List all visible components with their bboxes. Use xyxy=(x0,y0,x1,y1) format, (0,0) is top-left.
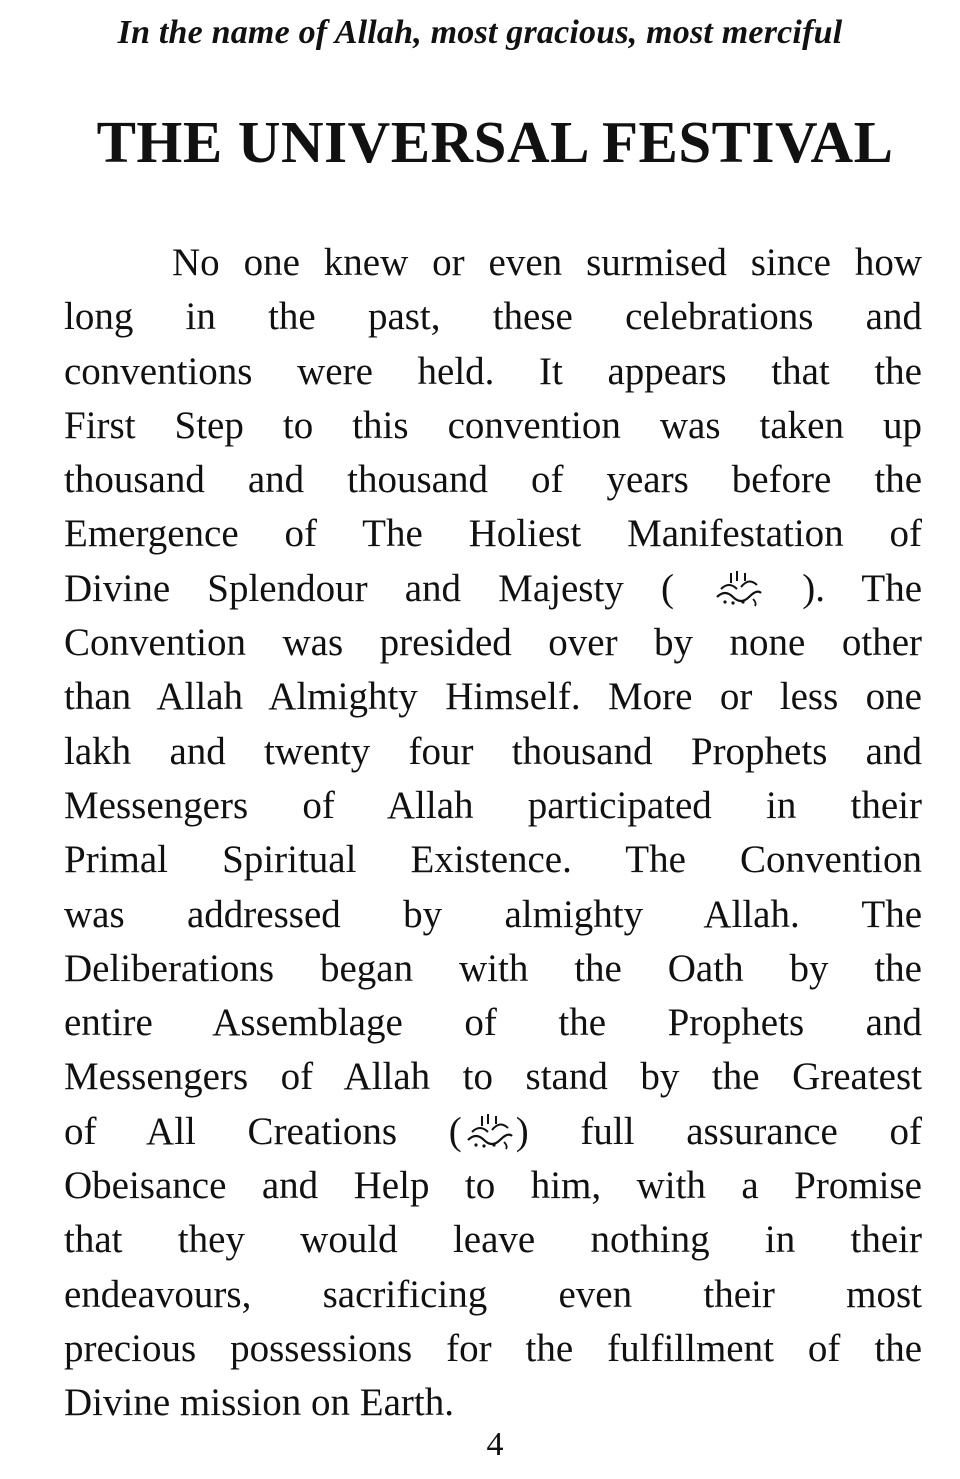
text-line: than Allah Almighty Himself. More or less one xyxy=(64,675,922,719)
text-line: Emergence of The Holiest Manifestation of xyxy=(64,512,922,556)
text-line xyxy=(64,1105,922,1159)
text-line xyxy=(64,562,922,616)
text-line: endeavours, sacrificing even their most xyxy=(64,1272,922,1316)
body-paragraph xyxy=(64,236,922,1431)
text-line: Convention was presided over by none other xyxy=(64,621,922,665)
text-line: was addressed by almighty Allah. The xyxy=(64,892,922,936)
text-segment: ) full assurance of xyxy=(515,1109,922,1153)
text-line: Divine mission on Earth. xyxy=(64,1381,454,1425)
text-line: lakh and twenty four thousand Prophets and xyxy=(64,729,922,773)
text-line: entire Assemblage of the Prophets and xyxy=(64,1001,922,1045)
text-line: thousand and thousand of years before the xyxy=(64,458,922,502)
text-line: Deliberations began with the Oath by the xyxy=(64,946,922,990)
honorific-icon xyxy=(462,1110,516,1150)
text-line: Messengers of Allah to stand by the Greatest xyxy=(64,1055,922,1099)
text-line: Obeisance and Help to him, with a Promise xyxy=(64,1164,922,1208)
text-line: long in the past, these celebrations and xyxy=(64,295,922,339)
chapter-title: THE UNIVERSAL FESTIVAL xyxy=(96,109,894,175)
text-line: precious possessions for the fulfillment of the xyxy=(64,1326,922,1370)
text-segment: ). The xyxy=(802,566,923,610)
text-line: that they would leave nothing in their xyxy=(64,1218,922,1262)
text-segment: of All Creations ( xyxy=(64,1109,462,1153)
text-line: conventions were held. It appears that the xyxy=(64,349,922,393)
bismillah-header: In the name of Allah, most gracious, most merciful xyxy=(117,14,843,51)
text-segment: Divine Splendour and Majesty ( xyxy=(64,566,674,610)
text-line: Messengers of Allah participated in their xyxy=(64,783,922,827)
text-line: First Step to this convention was taken up xyxy=(64,403,922,447)
honorific-icon xyxy=(711,567,765,607)
page-number: 4 xyxy=(486,1426,504,1463)
text-line: Primal Spiritual Existence. The Convention xyxy=(64,838,922,882)
text-line: No one knew or even surmised since how xyxy=(172,241,922,284)
